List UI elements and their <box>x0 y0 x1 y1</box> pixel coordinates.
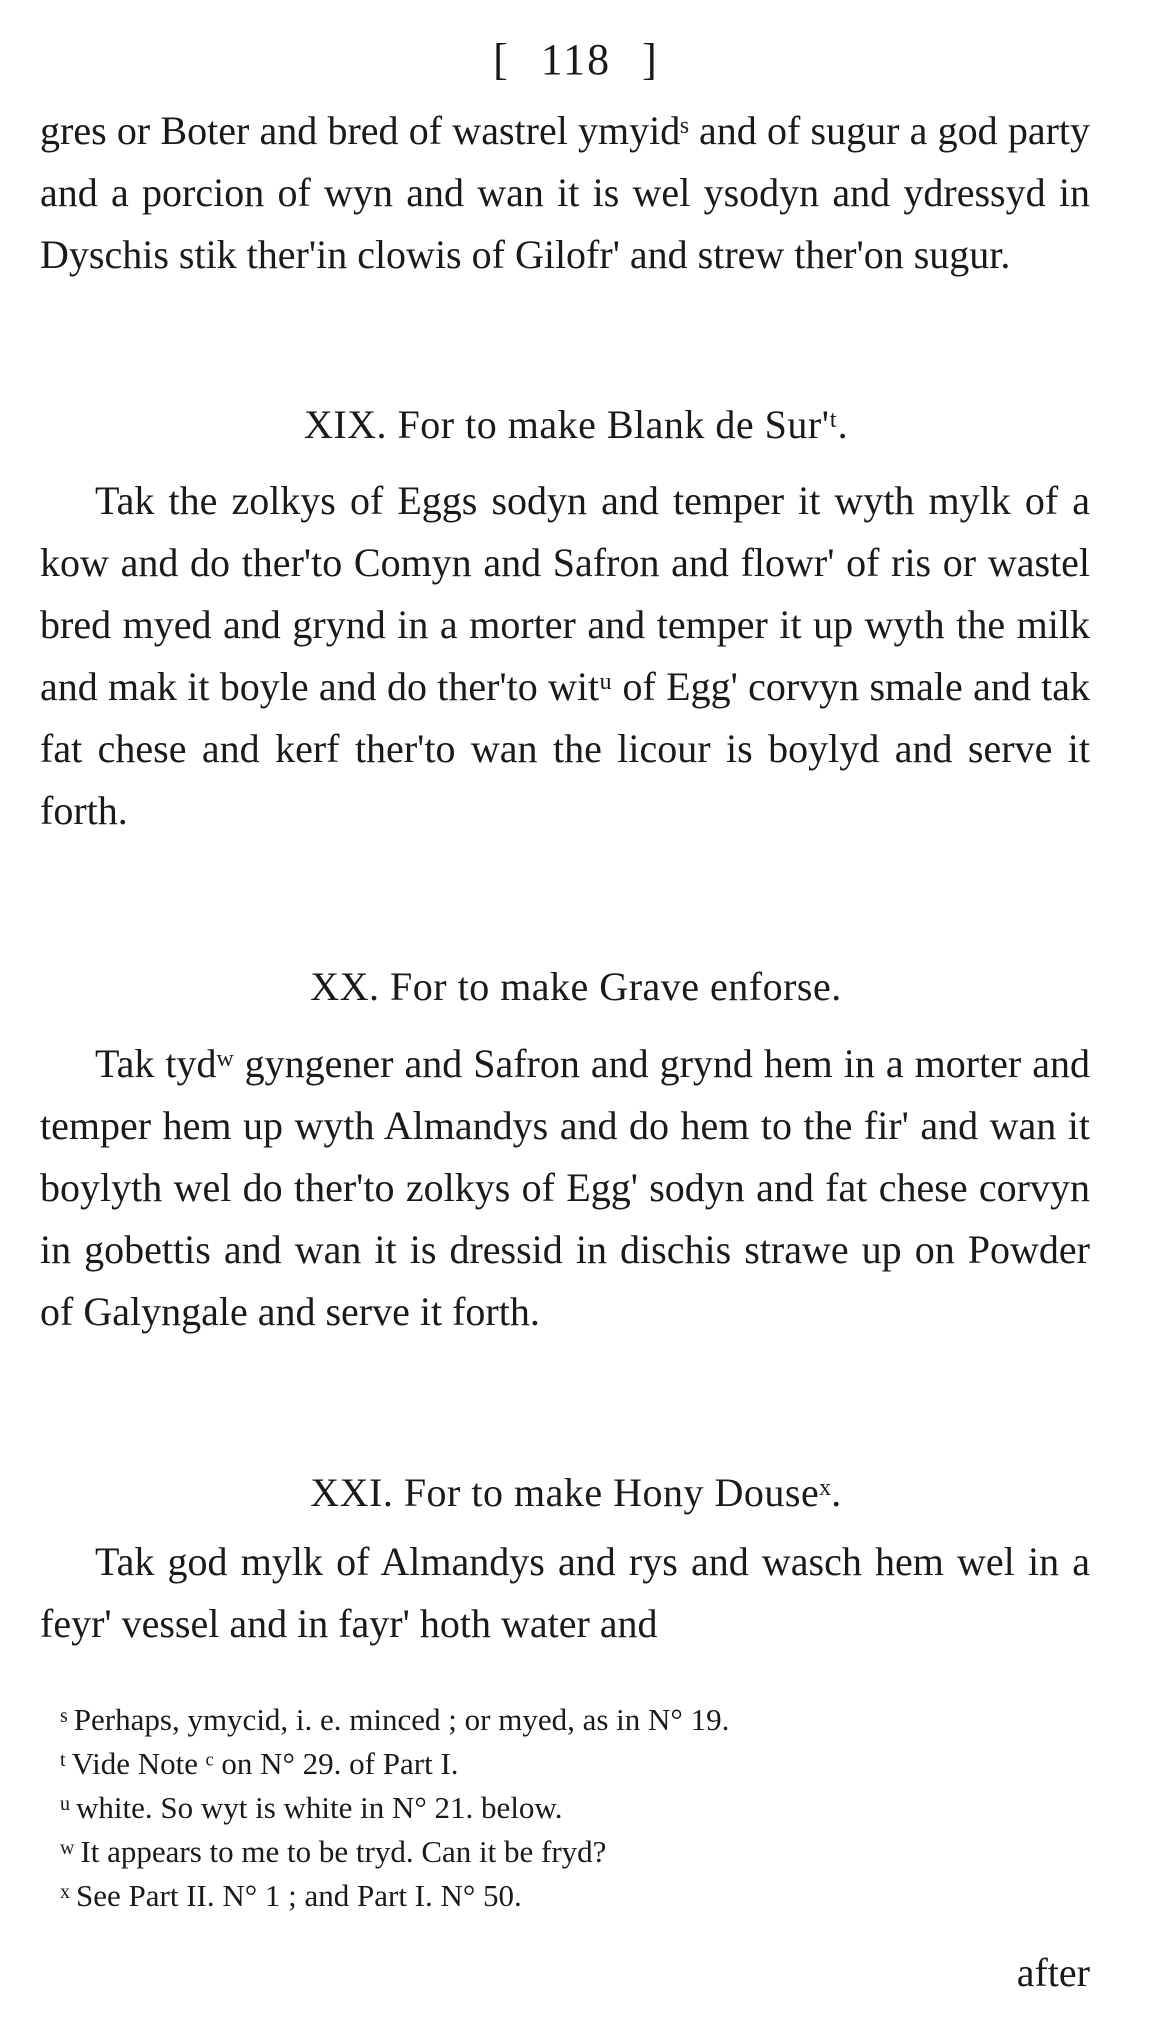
footnote <box>60 1696 1100 1740</box>
footnote-mark: s <box>60 1705 68 1727</box>
continuation-paragraph: gres or Boter and bred of wastrel ymyidˢ and of sugur a god party and a porcion of wyn and wan it is wel ysodyn and ydressyd in Dyschis stik ther'in clowis of Gilofr' and strew ther'on sugur. <box>40 108 1090 277</box>
recipe-20-block <box>40 1033 1090 1343</box>
footnote-text: It appears to me to be tryd. Can it be fryd? <box>80 1834 607 1869</box>
recipe-19-block <box>40 470 1090 842</box>
footnote <box>60 1828 1100 1872</box>
footnotes <box>60 1696 1100 1916</box>
footnote <box>60 1740 1100 1784</box>
page-number: [ 118 ] <box>493 35 659 84</box>
recipe-20-heading: XX. For to make Grave enforse. <box>310 964 842 1009</box>
footnote <box>60 1784 1100 1828</box>
recipe-21-block <box>40 1531 1090 1655</box>
footnote-mark: w <box>60 1837 75 1859</box>
footnote-mark: t <box>60 1749 66 1771</box>
recipe-21-body: Tak god mylk of Almandys and rys and wasch hem wel in a feyr' vessel and in fayr' hoth water and <box>40 1539 1090 1646</box>
recipe-20-body: Tak tydʷ gyngener and Safron and grynd hem in a morter and temper hem up wyth Almandys and do hem to the fir' and wan it boylyth wel do ther'to zolkys of Egg' sodyn and fat chese corvyn in gobettis and wan it is dressid in dischis strawe up on Powder of Galyngale and serve it forth. <box>40 1041 1090 1334</box>
footnote-text: white. So wyt is white in N° 21. below. <box>76 1790 563 1825</box>
continuation-block <box>40 100 1090 286</box>
footnote-text: Perhaps, ymycid, i. e. minced ; or myed, as in N° 19. <box>73 1702 730 1737</box>
footnote-text: Vide Note ᶜ on N° 29. of Part I. <box>71 1746 459 1781</box>
recipe-19-body: Tak the zolkys of Eggs sodyn and temper it wyth mylk of a kow and do ther'to Comyn and Safron and flowr' of ris or wastel bred myed and grynd in a morter and temper it up wyth the milk and mak it boyle and do ther'to witᵘ of Egg' corvyn smale and tak fat chese and kerf ther'to wan the licour is boylyd and serve it forth. <box>40 478 1090 833</box>
catchword: after <box>1016 1950 1090 1995</box>
footnote-mark: x <box>60 1881 70 1903</box>
footnote-mark: u <box>60 1793 70 1815</box>
recipe-19-heading: XIX. For to make Blank de Sur'ᵗ. <box>303 402 849 447</box>
footnote-text: See Part II. N° 1 ; and Part I. N° 50. <box>76 1878 522 1913</box>
recipe-21-heading: XXI. For to make Hony Douseˣ. <box>310 1470 842 1515</box>
footnote <box>60 1872 1100 1916</box>
